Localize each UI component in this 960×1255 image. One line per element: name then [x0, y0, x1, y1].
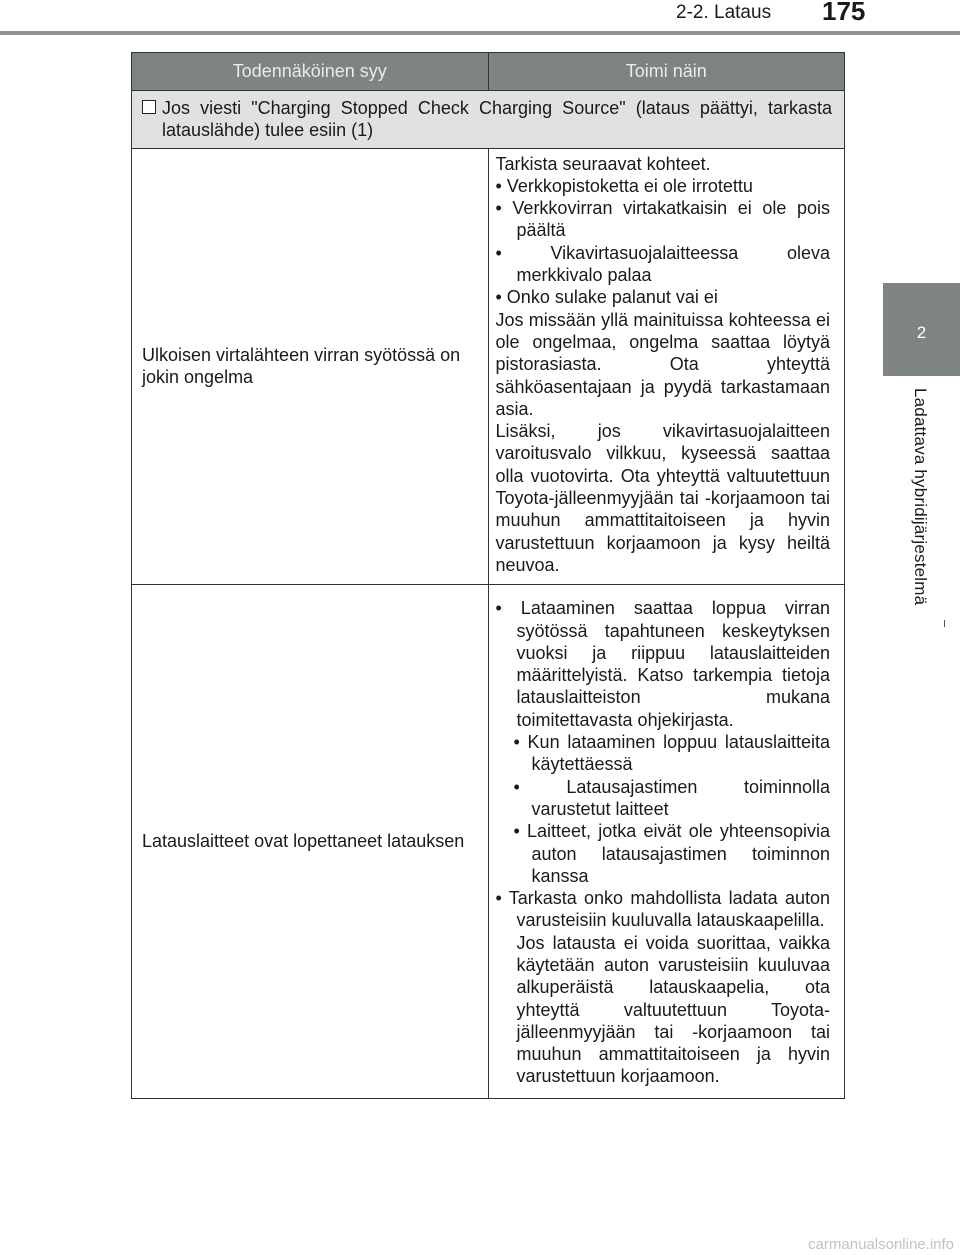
section-title: 2-2. Lataus	[676, 2, 772, 23]
action-bullet: • Tarkasta onko mahdollista ladata auton varusteisiin kuuluvalla latauskaapelilla.	[495, 888, 830, 931]
watermark: carmanualsonline.info	[808, 1236, 954, 1253]
table-row	[132, 148, 845, 585]
check-item: • Vikavirtasuojalaitteessa oleva merkkivalo palaa	[495, 242, 830, 286]
sub-bullet: • Kun lataaminen loppuu latauslaitteita käytettäessä	[513, 732, 830, 775]
action-cell	[488, 148, 845, 585]
troubleshooting-table	[131, 52, 845, 1099]
subheader-cell	[132, 91, 845, 149]
cause-cell: Latauslaitteet ovat lopettaneet latauksen	[132, 585, 489, 1099]
chapter-title: Ladattava hybridijärjestelmä	[911, 388, 930, 606]
sub-bullet: • Laitteet, jotka eivät ole yhteensopivia auton latausajastimen toiminnon kanssa	[513, 821, 830, 886]
cause-cell: Ulkoisen virtalähteen virran syötössä on jokin ongelma	[132, 148, 489, 585]
sub-bullet: • Latausajastimen toiminnolla varustetut laitteet	[513, 776, 830, 819]
subheader-row	[132, 91, 845, 149]
chapter-number: 2	[916, 323, 927, 342]
action-intro: Tarkista seuraavat kohteet.	[495, 153, 711, 174]
check-item: • Verkkovirran virtakatkaisin ei ole pois päältä	[495, 198, 830, 241]
page-number: 175	[822, 0, 866, 26]
checkbox-icon	[142, 100, 156, 114]
column-header-action: Toimi näin	[488, 53, 845, 91]
action-paragraph: Lisäksi, jos vikavirtasuojalaitteen varoitusvalo vilkkuu, kyseessä saattaa olla vuotovirta. Ota yhteyttä valtuutettuun Toyota-jälleenmyyjään tai -korjaamoon tai muuhun ammattitaitoiseen ja hyvin varustettuun korjaamoon ja kysy heiltä neuvoa.	[495, 421, 830, 575]
chapter-tab	[883, 283, 960, 376]
table-row	[132, 585, 845, 1099]
check-item: • Onko sulake palanut vai ei	[495, 287, 718, 308]
table-header-row	[132, 53, 845, 91]
action-cell	[488, 585, 845, 1099]
subheader-text: Jos viesti "Charging Stopped Check Charging Source" (lataus päättyi, tarkasta latauslähde) tulee esiin (1)	[162, 98, 832, 141]
action-bullet: • Lataaminen saattaa loppua virran syötössä tapahtuneen keskeytyksen vuoksi ja riippuu latauslaitteiden määrittelyistä. Katso tarkempia tietoja latauslaitteiston mukana toimitettavasta ohjekirjasta.	[495, 598, 830, 730]
action-paragraph: Jos missään yllä mainituissa kohteessa ei ole ongelmaa, ongelma saattaa löytyä pistorasiasta. Ota yhteyttä sähköasentajaan ja pyydä tarkastamaan asia.	[495, 309, 830, 419]
header-rule	[0, 31, 960, 35]
check-item: • Verkkopistoketta ei ole irrotettu	[495, 175, 753, 196]
action-bullet-continuation: Jos latausta ei voida suorittaa, vaikka käytetään auton varusteisiin kuuluvaa alkuperäistä latauskaapelia, ota yhteyttä valtuutettuun Toyota-jälleenmyyjään tai -korjaamoon tai muuhun ammattitaitoiseen ja hyvin varustettuun korjaamoon.	[516, 932, 830, 1087]
tab-tick	[944, 620, 945, 627]
column-header-cause: Todennäköinen syy	[132, 53, 489, 91]
